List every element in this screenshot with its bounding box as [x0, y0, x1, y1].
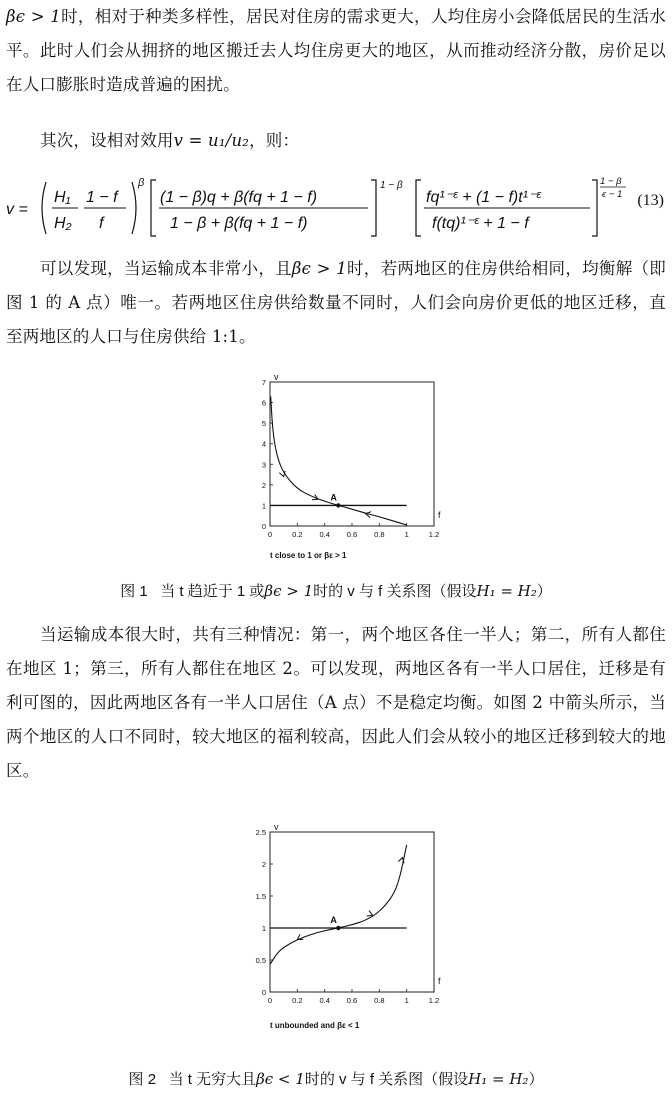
figure-1-caption-b: 时的 v 与 f 关系图（假设 — [313, 583, 477, 600]
fig1-ytick-label: 5 — [261, 419, 266, 429]
figure-1-chart — [250, 370, 460, 570]
fig2-xtick-label: 0.4 — [319, 996, 330, 1005]
figure-2-caption-a: 当 t 无穷大且 — [168, 1071, 257, 1088]
fig1-xtick-label: 0.4 — [319, 530, 330, 539]
fig1-ytick-label: 0 — [261, 522, 266, 531]
fig2-xtick-label: 0.8 — [374, 996, 385, 1005]
fig2-series-curve — [270, 845, 407, 965]
eq-exp2: 1 − β — [380, 180, 403, 191]
fig2-xtick-label: 0.6 — [346, 996, 358, 1005]
eq-H1: H₁ — [54, 189, 71, 206]
math-beta-epsilon: βϵ > 1 — [6, 7, 62, 26]
equation-number: (13) — [637, 192, 664, 209]
paragraph-3 — [6, 252, 666, 354]
fig2-ylabel: v — [274, 822, 279, 832]
eq-lhs: v = — [6, 201, 28, 218]
fig2-xtick-label: 1.2 — [428, 996, 440, 1005]
fig1-ytick-label: 4 — [261, 439, 266, 449]
eq-num2: (1 − β)q + β(fq + 1 − f) — [160, 189, 318, 206]
fig1-xtick-label: 0 — [267, 530, 273, 539]
fig2-xtick-label: 0 — [267, 996, 273, 1005]
figure-2-label: 图 2 — [128, 1071, 157, 1088]
figure-1-caption — [0, 580, 672, 601]
figure-1-caption-c: ） — [536, 583, 552, 600]
fig2-ytick-label: 0 — [261, 988, 266, 997]
fig2-ytick-label: 0.5 — [255, 956, 266, 965]
math-v-def: v = u₁/u₂ — [173, 131, 250, 150]
paragraph-3-text-b: 时，若两地区的住房供给相同，均衡解（即图 1 的 A 点）唯一。若两地区住房供给数量不同时，人们会向房价更低的地区迁移，直至两地区的人口与住房供给 1:1。 — [6, 259, 666, 346]
eq-exp3-den: ϵ − 1 — [602, 189, 623, 200]
eq-beta-exp: β — [138, 177, 145, 189]
figure-2-caption — [0, 1068, 672, 1089]
figure-2-caption-math1: βϵ < 1 — [256, 1070, 305, 1088]
fig2-point-label: A — [330, 915, 337, 925]
fig2-frame — [270, 832, 434, 992]
fig1-xtick-label: 1 — [404, 530, 409, 539]
fig2-subtitle: t unbounded and βε < 1 — [270, 1021, 360, 1030]
figure-1-caption-math1: βϵ > 1 — [264, 582, 314, 600]
fig2-xlabel: f — [438, 976, 441, 986]
figure-1-caption-math2: H₁ = H₂ — [476, 582, 537, 600]
fig2-point-A — [336, 926, 340, 930]
eq-den2: 1 − β + β(fq + 1 − f) — [170, 215, 308, 232]
fig2-ytick-label: 1.5 — [255, 892, 266, 901]
fig1-ytick-label: 2 — [261, 480, 266, 490]
math-beta-epsilon-2: βϵ > 1 — [291, 259, 347, 278]
figure-1-caption-a: 当 t 趋近于 1 或 — [160, 583, 265, 600]
fig1-subtitle: t close to 1 or βε > 1 — [270, 551, 347, 560]
fig1-xtick-label: 1.2 — [428, 530, 440, 539]
eq-one-minus-f: 1 − f — [86, 189, 118, 206]
fig1-xlabel: f — [438, 510, 441, 520]
figure-1-label: 图 1 — [120, 583, 148, 600]
fig1-point-A — [336, 503, 340, 507]
paragraph-2-text-b: ，则： — [249, 131, 300, 150]
eq-den3: f(tq)¹⁻ᵋ + 1 − f — [432, 215, 529, 232]
fig2-ytick-label: 2.5 — [255, 828, 266, 837]
fig1-ylabel: v — [274, 372, 279, 382]
fig2-ytick-label: 2 — [261, 860, 266, 869]
paragraph-3-text-a: 可以发现，当运输成本非常小，且 — [40, 259, 292, 278]
fig1-ytick-label: 1 — [261, 501, 266, 511]
eq-H2: H₂ — [54, 215, 72, 232]
fig1-ytick-label: 6 — [261, 398, 266, 408]
fig1-point-label: A — [330, 492, 337, 503]
paragraph-4-text: 当运输成本很大时，共有三种情况：第一，两个地区各住一半人；第二，所有人都住在地区 1；第三，所有人都住在地区 2。可以发现，两地区各有一半人口居住，迁移是有利可图的，因此两地区各有一半人口居住（A 点）不是稳定均衡。如图 2 中箭头所示，当两个地区的人口不同时，较大地区的福利较高，因此人们会从较小的地区迁移到较大的地区。 — [6, 625, 666, 780]
figure-2-chart — [250, 818, 460, 1038]
fig1-ytick-label: 3 — [261, 460, 266, 470]
eq-num3: fq¹⁻ᵋ + (1 − f)t¹⁻ᵋ — [426, 189, 542, 206]
fig2-xtick-label: 1 — [404, 996, 409, 1005]
paragraph-2-text-a: 其次，设相对效用 — [40, 131, 174, 150]
fig2-ytick-label: 1 — [261, 924, 266, 933]
eq-exp3-num: 1 − β — [600, 176, 622, 187]
paragraph-1 — [6, 0, 666, 102]
equation-13 — [0, 166, 672, 250]
paragraph-4 — [6, 618, 666, 788]
figure-2-caption-c: ） — [528, 1071, 544, 1088]
figure-2-caption-math2: H₁ = H₂ — [468, 1070, 529, 1088]
figure-2-caption-b: 时的 v 与 f 关系图（假设 — [304, 1071, 469, 1088]
fig1-frame — [270, 382, 434, 526]
eq-f: f — [99, 215, 104, 232]
fig1-xtick-label: 0.8 — [374, 530, 385, 539]
fig1-xtick-label: 0.2 — [292, 530, 303, 539]
fig2-arrow-right — [367, 911, 373, 917]
paragraph-1-text: 时，相对于种类多样性，居民对住房的需求更大，人均住房小会降低居民的生活水平。此时人们会从拥挤的地区搬迁去人均住房更大的地区，从而推动经济分散，房价足以在人口膨胀时造成普遍的困扰。 — [6, 7, 667, 94]
fig1-ytick-label: 7 — [261, 378, 266, 387]
paragraph-2 — [6, 124, 666, 158]
fig1-xtick-label: 0.6 — [346, 530, 358, 539]
fig2-xtick-label: 0.2 — [292, 996, 303, 1005]
